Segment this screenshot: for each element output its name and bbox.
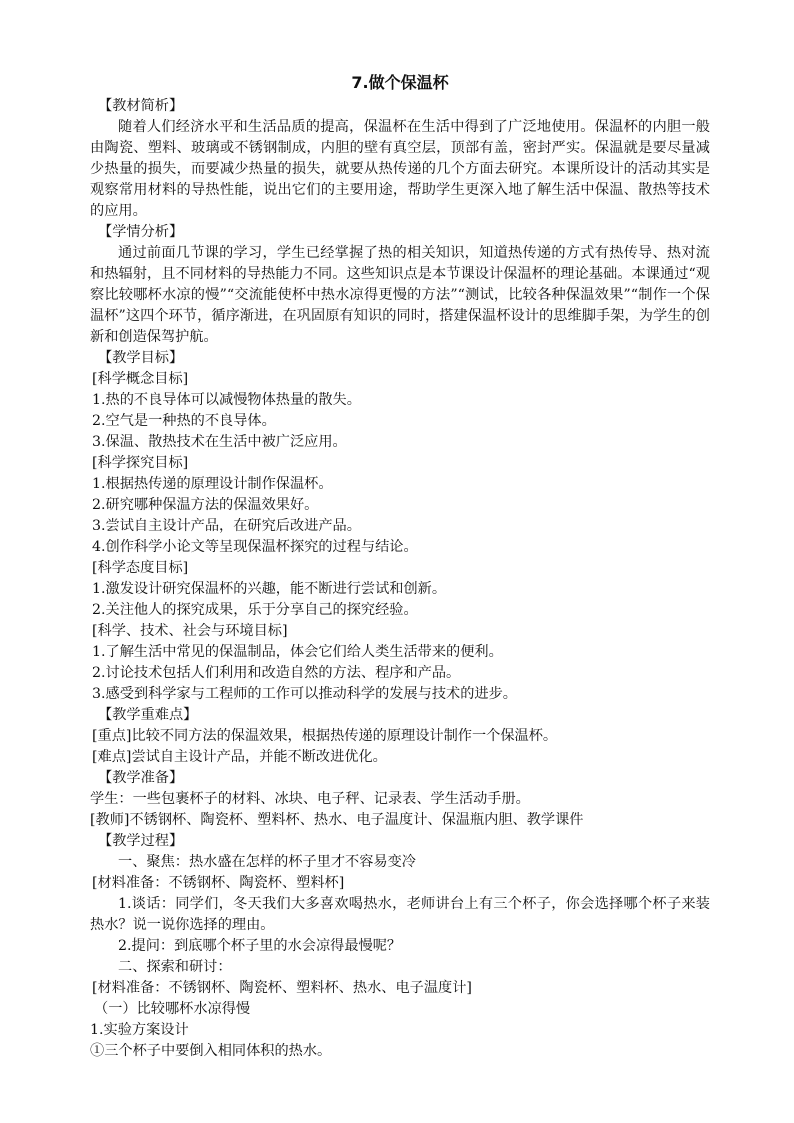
process-paragraph: 2.提问：到底哪个杯子里的水会凉得最慢呢？	[118, 938, 402, 954]
objective-group-label: [科学概念目标]	[92, 371, 189, 387]
process-subheading: （一）比较哪杯水凉得慢	[94, 1001, 251, 1017]
section-heading-student-analysis: 【学情分析】	[98, 224, 184, 240]
textbook-analysis-paragraph: 随着人们经济水平和生活品质的提高，保温杯在生活中得到了广泛地使用。保温杯的内胆一般由陶瓷、塑料、玻璃或不锈钢制成，内胆的壁有真空层，顶部有盖，密封严实。保温就是要尽量减少热量的损失，而要减少热量的损失，就要从热传递的几个方面去研究。本课所设计的活动其实是观察常用材料的导热性能，说出它们的主要用途，帮助学生更深入地了解生活中保温、散热等技术的应用。	[90, 119, 710, 219]
objective-item: 1.根据热传递的原理设计制作保温杯。	[92, 476, 333, 492]
objective-item: 1.激发设计研究保温杯的兴趣，能不断进行尝试和创新。	[92, 581, 447, 597]
objective-group-label: [科学、技术、社会与环境目标]	[92, 623, 288, 639]
process-paragraph: ①三个杯子中要倒入相同体积的热水。	[90, 1043, 332, 1059]
teacher-materials-line: [教师]不锈钢杯、陶瓷杯、塑料杯、热水、电子温度计、保温瓶内胆、教学课件	[90, 812, 584, 828]
process-paragraph: 1.谈话：同学们，冬天我们大多喜欢喝热水，老师讲台上有三个杯子，你会选择哪个杯子来装热水？说一说你选择的理由。	[90, 896, 710, 933]
student-analysis-paragraph: 通过前面几节课的学习，学生已经掌握了热的相关知识，知道热传递的方式有热传导、热对流和热辐射，且不同材料的导热能力不同。这些知识点是本节课设计保温杯的理论基础。本课通过“观察比较哪杯水凉的慢”“交流能使杯中热水凉得更慢的方法”“测试，比较各种保温效果”“制作一个保温杯”这四个环节，循序渐进，在巩固原有知识的同时，搭建保温杯设计的思维脚手架，为学生的创新和创造保驾护航。	[90, 245, 710, 345]
difficult-point-item: [难点]尝试自主设计产品，并能不断改进优化。	[92, 749, 387, 765]
objective-item: 2.讨论技术包括人们利用和改造自然的方法、程序和产品。	[92, 665, 461, 681]
objective-group-label: [科学态度目标]	[92, 560, 189, 576]
objective-item: 3.感受到科学家与工程师的工作可以推动科学的发展与技术的进步。	[92, 686, 517, 702]
objective-item: 1.热的不良导体可以减慢物体热量的散失。	[92, 392, 361, 408]
material-note: [材料准备：不锈钢杯、陶瓷杯、塑料杯]	[92, 875, 345, 891]
process-subheading: 1.实验方案设计	[90, 1022, 189, 1038]
section-heading-teaching-process: 【教学过程】	[98, 833, 184, 849]
section-heading-teaching-objectives: 【教学目标】	[98, 350, 184, 366]
material-note: [材料准备：不锈钢杯、陶瓷杯、塑料杯、热水、电子温度计]	[92, 980, 472, 996]
section-heading-key-difficult-points: 【教学重难点】	[98, 707, 198, 723]
objective-item: 3.尝试自主设计产品，在研究后改进产品。	[92, 518, 361, 534]
key-point-item: [重点]比较不同方法的保温效果，根据热传递的原理设计制作一个保温杯。	[92, 728, 558, 744]
process-step-heading: 一、聚焦：热水盛在怎样的杯子里才不容易变冷	[118, 854, 416, 870]
process-step-heading: 二、探索和研讨：	[118, 959, 232, 975]
section-heading-textbook-analysis: 【教材简析】	[98, 98, 184, 114]
objective-item: 4.创作科学小论文等呈现保温杯探究的过程与结论。	[92, 539, 418, 555]
objective-item: 2.研究哪种保温方法的保温效果好。	[92, 497, 319, 513]
student-materials-line: 学生：一些包裹杯子的材料、冰块、电子秤、记录表、学生活动手册。	[90, 791, 530, 807]
section-heading-teaching-preparation: 【教学准备】	[98, 770, 184, 786]
objective-item: 1.了解生活中常见的保温制品，体会它们给人类生活带来的便利。	[92, 644, 503, 660]
objective-item: 2.关注他人的探究成果，乐于分享自己的探究经验。	[92, 602, 418, 618]
document-page	[90, 72, 710, 1062]
objective-item: 2.空气是一种热的不良导体。	[92, 413, 276, 429]
objective-group-label: [科学探究目标]	[92, 455, 189, 471]
objective-item: 3.保温、散热技术在生活中被广泛应用。	[92, 434, 347, 450]
document-title: 7.做个保温杯	[351, 73, 449, 92]
